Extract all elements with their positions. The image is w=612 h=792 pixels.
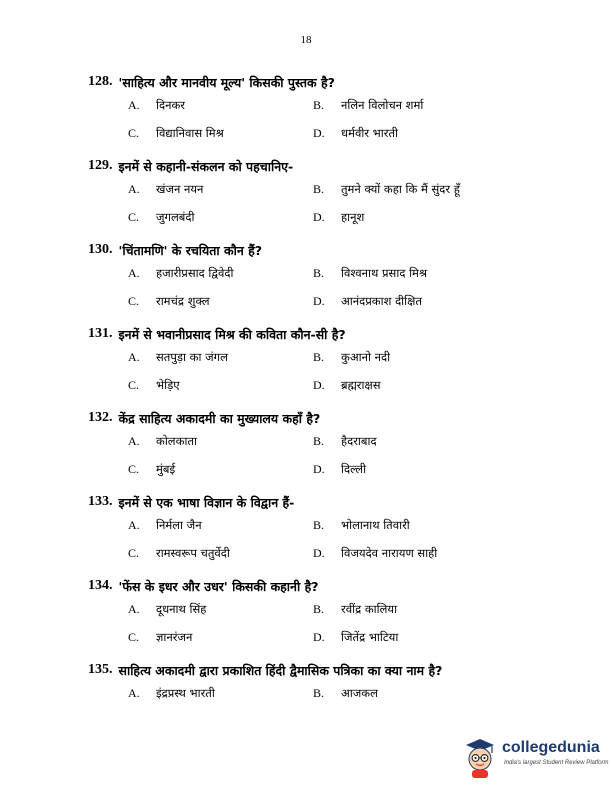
logo-wordmark: collegedunia — [502, 739, 600, 756]
option-a[interactable]: A. दूधनाथ सिंह — [128, 601, 207, 616]
question-number: 130. — [88, 242, 113, 257]
option-b[interactable]: B. तुमने क्यों कहा कि मैं सुंदर हूँ — [313, 181, 460, 196]
option-c[interactable]: C. भेड़िए — [128, 377, 180, 392]
question-132 — [88, 408, 568, 476]
option-c[interactable]: C. ज्ञानरंजन — [128, 629, 193, 644]
question-129 — [88, 156, 568, 224]
question-text: 'फेंस के इधर और उधर' किसकी कहानी है? — [118, 578, 319, 594]
question-number: 129. — [88, 158, 113, 173]
question-text: 'साहित्य और मानवीय मूल्य' किसकी पुस्तक है? — [118, 74, 335, 90]
question-134 — [88, 576, 568, 644]
question-text: इनमें से भवानीप्रसाद मिश्र की कविता कौन-सी है? — [118, 326, 346, 342]
question-135 — [88, 660, 568, 700]
question-number: 133. — [88, 494, 113, 509]
option-c[interactable]: C. रामचंद्र शुक्ल — [128, 293, 210, 308]
option-b[interactable]: B. नलिन विलोचन शर्मा — [313, 97, 424, 112]
option-d[interactable]: D. विजयदेव नारायण साही — [313, 545, 438, 560]
option-a[interactable]: A. दिनकर — [128, 97, 186, 112]
question-number: 135. — [88, 662, 113, 677]
option-d[interactable]: D. ब्रह्मराक्षस — [313, 377, 381, 392]
option-d[interactable]: D. जितेंद्र भाटिया — [313, 629, 399, 644]
mascot-icon — [460, 735, 500, 779]
question-text: साहित्य अकादमी द्वारा प्रकाशित हिंदी द्वैमासिक पत्रिका का क्या नाम है? — [118, 662, 443, 678]
question-131 — [88, 324, 568, 392]
option-b[interactable]: B. हैदराबाद — [313, 433, 377, 448]
option-b[interactable]: B. कुआनो नदी — [313, 349, 391, 364]
option-c[interactable]: C. मुंबई — [128, 461, 176, 476]
question-text: केंद्र साहित्य अकादमी का मुख्यालय कहाँ है? — [118, 410, 321, 426]
option-c[interactable]: C. विद्यानिवास मिश्र — [128, 125, 224, 140]
question-number: 132. — [88, 410, 113, 425]
logo-tagline: India's largest Student Review Platform — [504, 760, 609, 766]
option-b[interactable]: B. आजकल — [313, 685, 378, 700]
question-number: 128. — [88, 74, 113, 89]
option-d[interactable]: D. दिल्ली — [313, 461, 367, 476]
option-b[interactable]: B. विश्वनाथ प्रसाद मिश्र — [313, 265, 428, 280]
question-133 — [88, 492, 568, 560]
option-c[interactable]: C. जुगलबंदी — [128, 209, 195, 224]
question-number: 131. — [88, 326, 113, 341]
option-d[interactable]: D. हानूश — [313, 209, 365, 224]
option-d[interactable]: D. आनंदप्रकाश दीक्षित — [313, 293, 422, 308]
option-a[interactable]: A. सतपुड़ा का जंगल — [128, 349, 228, 364]
question-text: इनमें से एक भाषा विज्ञान के विद्वान हैं- — [118, 494, 295, 510]
option-a[interactable]: A. हजारीप्रसाद द्विवेदी — [128, 265, 234, 280]
question-128 — [88, 72, 568, 140]
option-a[interactable]: A. निर्मला जैन — [128, 517, 202, 532]
option-b[interactable]: B. भोलानाथ तिवारी — [313, 517, 410, 532]
option-b[interactable]: B. रवींद्र कालिया — [313, 601, 398, 616]
option-c[interactable]: C. रामस्वरूप चतुर्वेदी — [128, 545, 230, 560]
option-a[interactable]: A. खंजन नयन — [128, 181, 204, 196]
question-130 — [88, 240, 568, 308]
option-a[interactable]: A. कोलकाता — [128, 433, 197, 448]
question-text: 'चिंतामणि' के रचयिता कौन हैं? — [118, 242, 263, 258]
question-number: 134. — [88, 578, 113, 593]
option-d[interactable]: D. धर्मवीर भारती — [313, 125, 398, 140]
question-text: इनमें से कहानी-संकलन को पहचानिए- — [118, 158, 294, 174]
collegedunia-logo[interactable] — [460, 733, 609, 781]
option-a[interactable]: A. इंद्रप्रस्थ भारती — [128, 685, 215, 700]
page-number: 18 — [300, 34, 312, 46]
